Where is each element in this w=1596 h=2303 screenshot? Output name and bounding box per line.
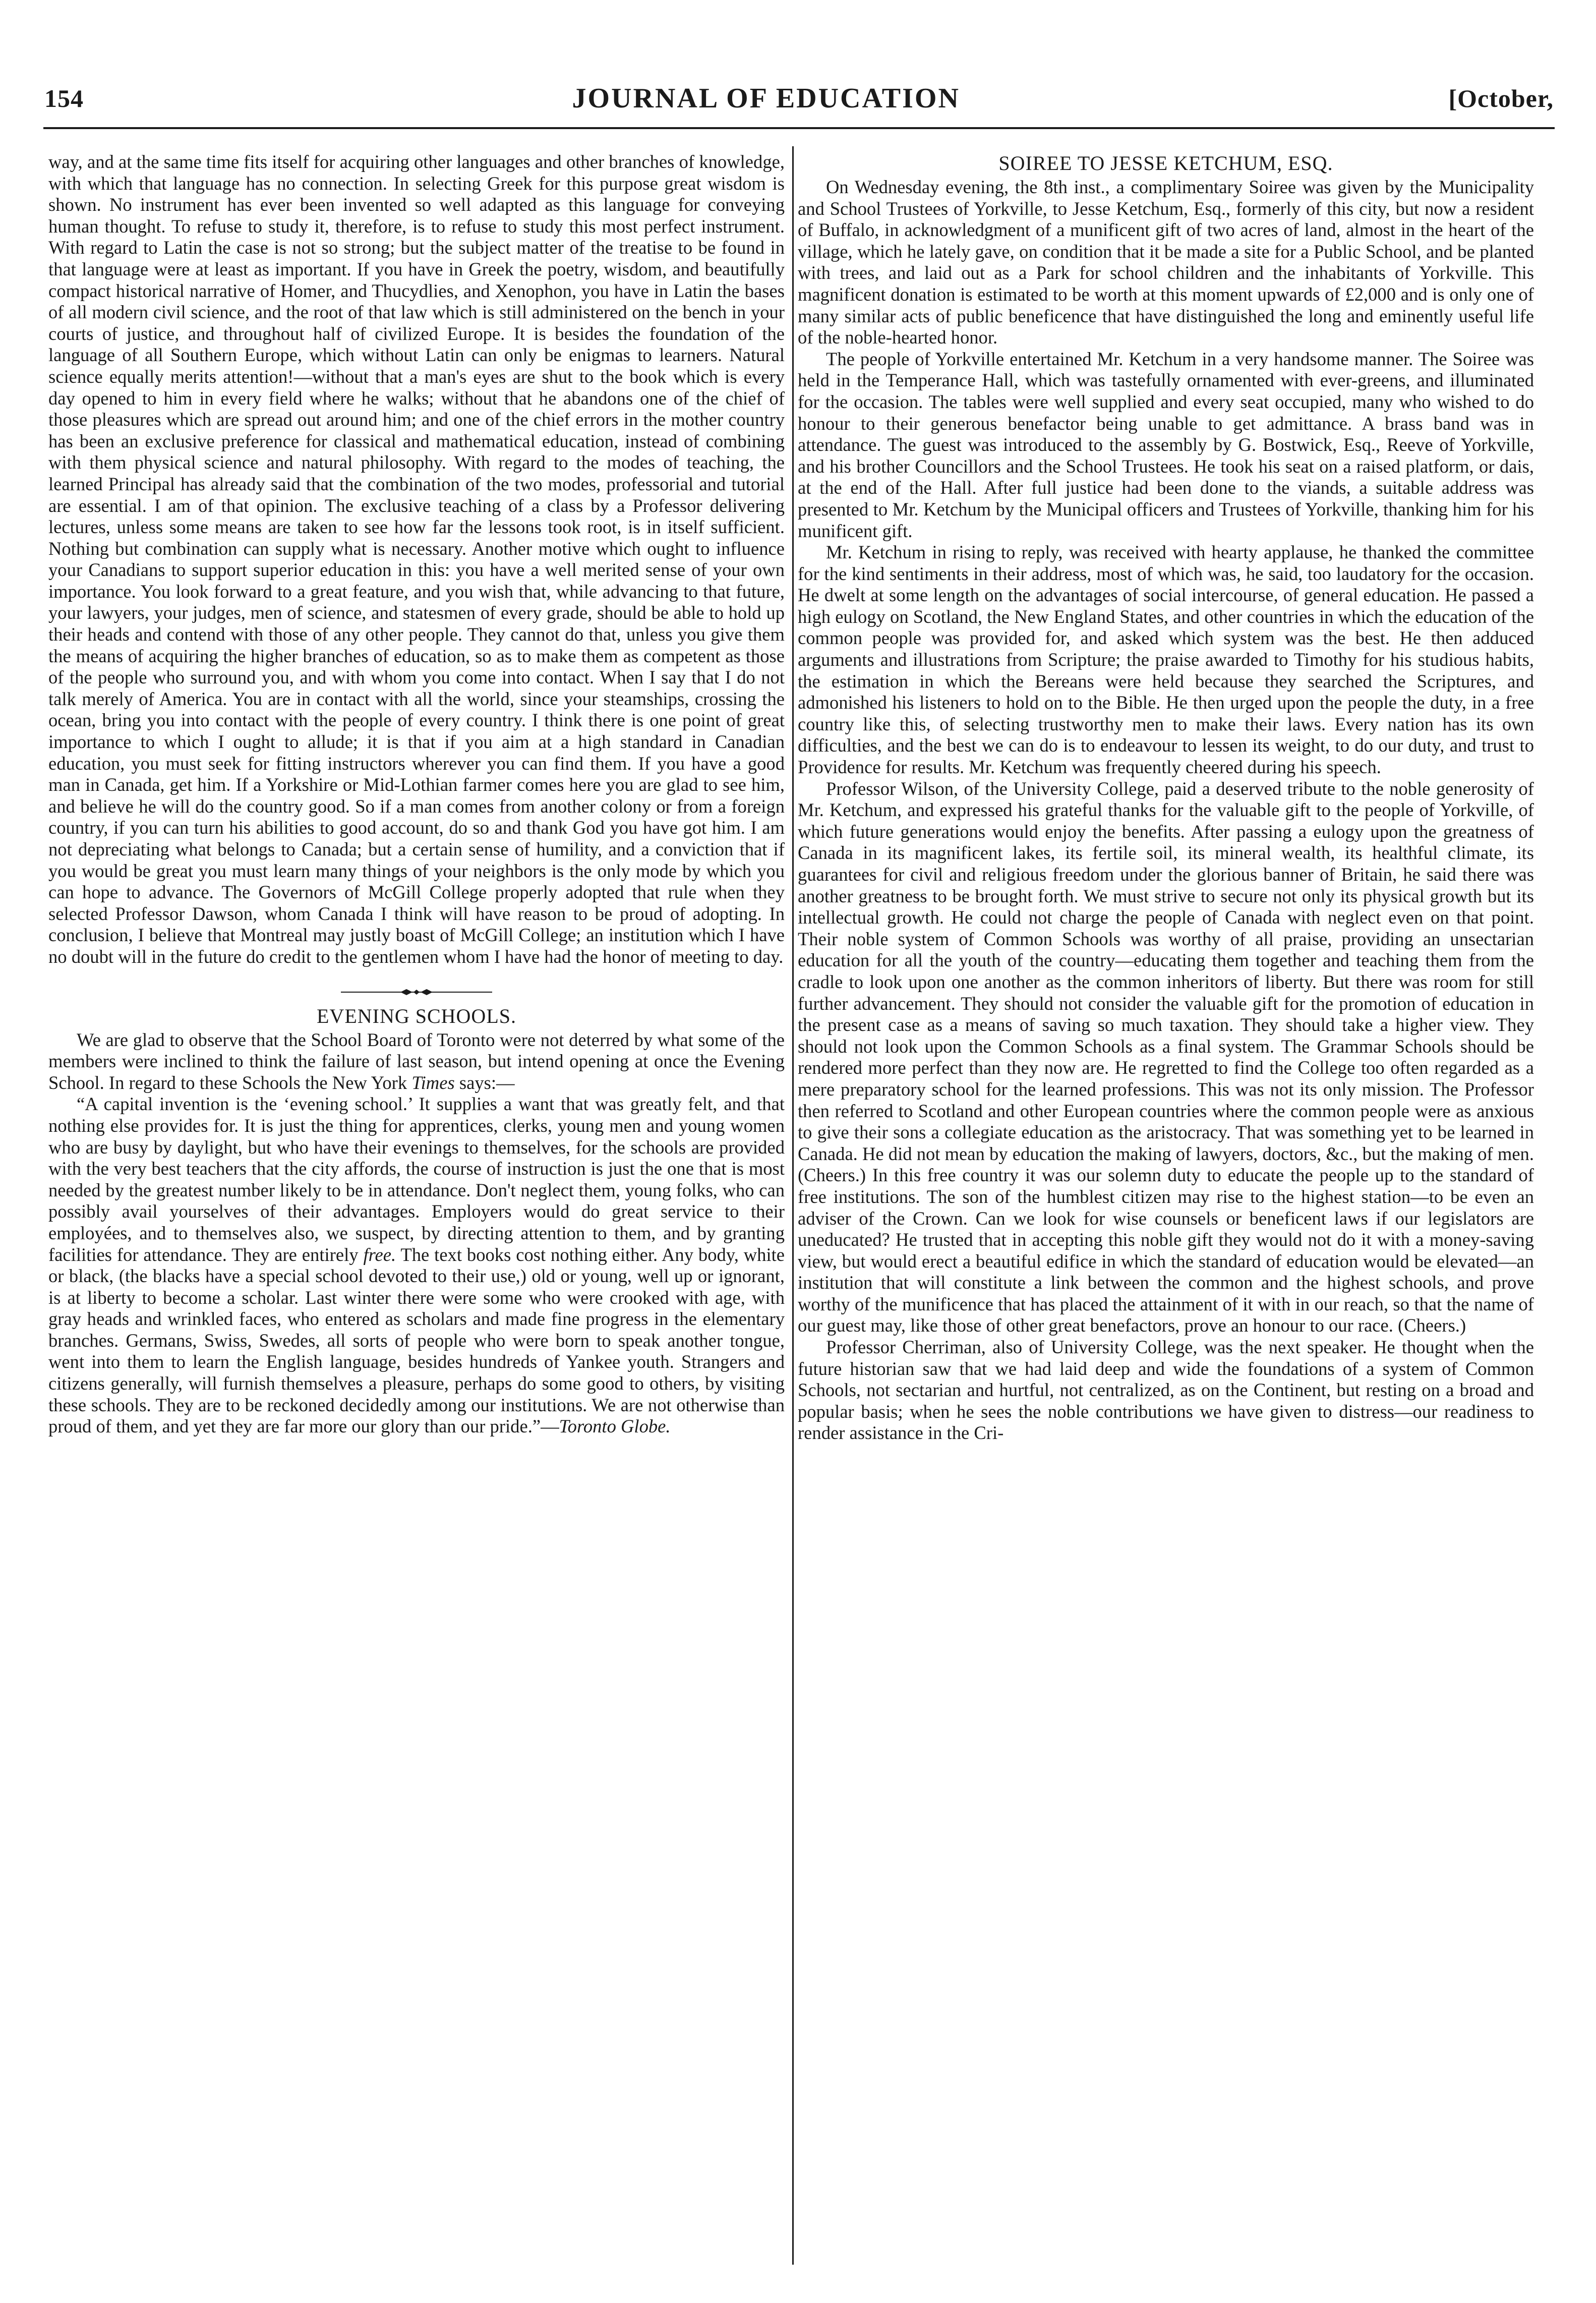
soiree-paragraph: On Wednesday evening, the 8th inst., a complimentary Soiree was given by the Municipality and School Trustees of Yorkville, to Jesse Ketchum, Esq., formerly of this city, but now a resident of Buffalo, in acknowledgment of a munificent gift of two acres of land, almost in the heart of the village, which he lately gave, on condition that it be made a site for a Public School, and be planted with trees, and laid out as a Park for school children and the inhabitants of Yorkville. This magnificent donation is estimated to be worth at this moment upwards of £2,000 and is only one of many similar acts of public beneficence that have distinguished the long and eminently useful life of the noble-hearted honor. (798, 177, 1534, 348)
header-rule (43, 127, 1555, 129)
quote-part-2: The text books cost nothing either. Any body, white or black, (the blacks have a special school devoted to their use,) old or young, well up or ignorant, is at liberty to become a scholar. Last winter there were some who were crooked with age, with gray heads and wrinkled faces, who entered as scholars and made fine progress in the elementary branches. Germans, Swiss, Swedes, all sorts of people who were born to speak another tongue, went into them to learn the English language, besides hundreds of Yankee youth. Strangers and citizens generally, will furnish themselves a pleasure, perhaps do some good to others, by visiting these schools. They are to be reckoned decidedly among our institutions. We are not otherwise than proud of them, and yet they are far more our glory than our pride.”— (48, 1244, 785, 1437)
left-column (48, 151, 785, 1437)
evening-schools-heading: EVENING SCHOOLS. (317, 1004, 516, 1027)
column-divider (792, 146, 794, 2265)
right-column (798, 151, 1534, 1444)
soiree-paragraph: The people of Yorkville entertained Mr. Ketchum in a very handsome manner. The Soiree was held in the Temperance Hall, which was tastefully ornamented with ever-greens, and illuminated for the occasion. The tables were well supplied and every seat occupied, many who wished to do honour to their generous benefactor being unable to get admittance. A brass band was in attendance. The guest was introduced to the assembly by G. Bostwick, Esq., Reeve of Yorkville, and his brother Councillors and the School Trustees. He took his seat on a raised platform, or dais, at the end of the Hall. After full justice had been done to the viands, a suitable address was presented to Mr. Ketchum by the Municipal officers and Trustees of Yorkville, thanking him for his munificent gift. (798, 348, 1534, 541)
soiree-paragraph: Mr. Ketchum in rising to reply, was received with hearty applause, he thanked the committee for the kind sentiments in their address, most of which was, he said, too laudatory for the occasion. He dwelt at some length on the advantages of social intercourse, of general education. He passed a high eulogy on Scotland, the New England States, and other countries in which the education of the common people was provided for, and asked which system was the best. He then adduced arguments and illustrations from Scripture; the praise awarded to Timothy for his studious habits, the estimation in which the Bereans were held because they searched the Scriptures, and admonished his listeners to hold on to the Bible. He then urged upon the people the duty, in a free country like this, of selecting trustworthy men to make their laws. Every nation has its own difficulties, and the best we can do is to endeavour to lessen its weight, to do our duty, and trust to Providence for results. Mr. Ketchum was frequently cheered during his speech. (798, 542, 1534, 778)
quote-part-1: “A capital invention is the ‘evening school.’ It supplies a want that was greatly felt, and that nothing else provides for. It is just the thing for apprentices, clerks, young men and young women who are busy by daylight, but who have their evenings to themselves, for the schools are provided with the very best teachers that the city affords, the course of instruction is just the one that is most needed by the greatest number likely to be in attendance. Don't neglect them, young folks, who can possibly avail yourselves of their advantages. Employers would do great service to their employées, and to themselves also, we suspect, by directing attention to them, and by granting facilities for attendance. They are entirely (48, 1093, 785, 1265)
soiree-paragraph: Professor Cherriman, also of University College, was the next speaker. He thought when the future historian saw that we had laid deep and wide the foundations of a system of Common Schools, not sectarian and hurtful, not centralized, as on the Continent, but resting on a broad and popular basis; when he sees the noble contributions we have given to distress—our readiness to render assistance in the Cri- (798, 1337, 1534, 1444)
journal-title: JOURNAL OF EDUCATION (572, 83, 960, 114)
intro-tail: says:— (459, 1072, 515, 1093)
running-head (44, 76, 1554, 121)
continued-paragraph: way, and at the same time fits itself for acquiring other languages and other branches of knowledge, with which that language has no connection. In selecting Greek for this purpose great wisdom is shown. No instrument has ever been invented so well adapted as this language for conveying human thought. To refuse to study it, therefore, is to refuse to study this most perfect instrument. With regard to Latin the case is not so strong; but the subject matter of the treatise to be found in that language were at least as important. If you have in Greek the poetry, wisdom, and beautifully compact historical narrative of Homer, and Thucydlies, and Xenophon, you have in Latin the bases of all modern civil science, and the root of that law which is still administered on the bench in your courts of justice, and throughout half of civilized Europe. It is besides the foundation of the language of all Southern Europe, which without Latin can only be enigmas to learners. Natural science equally merits attention!—without that a man's eyes are shut to the book which is every day opened to him in every field where he walks; without that he abandons one of the chief of those pleasures which are spread out around him; and one of the chief errors in the mother country has been an exclusive preference for classical and mathematical education, instead of combining with them physical science and natural philosophy. With regard to the modes of teaching, the learned Principal has already said that the combination of the two modes, professorial and tutorial are essential. I am of that opinion. The exclusive teaching of a class by a Professor delivering lectures, unless some means are taken to see how far the lessons took root, is in itself sufficient. Nothing but combination can supply what is necessary. Another motive which ought to influence your Canadians to support superior education in this: you have a well merited sense of your own importance. You look forward to a great feature, and you wish that, while advancing to that future, your lawyers, your judges, men of science, and statesmen of every grade, should be able to hold up their heads and contend with those of any other people. They cannot do that, unless you give them the means of acquiring the higher branches of education, so as to make them as competent as those of the people who surround you, and with whom you come into contact. When I say that I do not talk merely of America. You are in contact with all the world, since your steamships, crossing the ocean, bring you into contact with the people of every country. I think there is one point of great importance to which I ought to allude; it is that if you aim at a high standard in Canadian education, you must seek for fitting instructors wherever you can find them. If you have a good man in Canada, get him. If a Yorkshire or Mid-Lothian farmer comes here you are glad to see him, and believe he will do the country good. So if a man comes from another colony or from a foreign country, if you can turn his abilities to good account, do so and thank God you have got him. I am not depreciating what belongs to Canada; but a certain sense of humility, and a conviction that if you would be great you must learn many things of your neighbors is the only mode by which you can hope to advance. The Governors of McGill College properly adopted that rule when they selected Professor Dawson, whom Canada I think will have reason to be proud of adopting. In conclusion, I believe that Montreal may justly boast of McGill College; an institution which I have no doubt will in the future do credit to the gentlemen whom I have had the honor of meeting to day. (48, 151, 785, 967)
times-italic: Times (411, 1072, 455, 1093)
quote-source: Toronto Globe. (559, 1416, 671, 1437)
section-divider-ornament (341, 988, 492, 996)
free-italic: free. (363, 1244, 396, 1265)
soiree-heading: SOIREE TO JESSE KETCHUM, ESQ. (998, 152, 1333, 175)
intro-text: We are glad to observe that the School Board of Toronto were not deterred by what some of the members were inclined to think the failure of last season, but intend opening at once the Evening School. In regard to these Schools the New York (48, 1029, 785, 1093)
page-number: 154 (44, 84, 84, 112)
evening-schools-quote (48, 1093, 785, 1437)
evening-schools-intro (48, 1029, 785, 1094)
soiree-paragraph: Professor Wilson, of the University College, paid a deserved tribute to the noble generosity of Mr. Ketchum, and expressed his grateful thanks for the valuable gift to the people of Yorkville, of which future generations would enjoy the benefits. After passing a eulogy upon the greatness of Canada in its magnificent lakes, its fertile soil, its mineral wealth, its healthful climate, its guarantees for civil and religious freedom under the glorious banner of Britain, he said there was another greatness to be brought forth. We must strive to secure not only its physical growth but its intellectual growth. He could not charge the people of Canada with neglect even on that point. Their noble system of Common Schools was worthy of all praise, providing an unsectarian education for all the youth of the country—educating them together and teaching them from the cradle to look upon one another as the common inheritors of liberty. But there was room for still further advancement. They should not consider the valuable gift for the promotion of education in the present case as a means of saving so much taxation. They should take a higher view. They should not look upon the Common Schools as a final system. The Grammar Schools should be rendered more perfect than they now are. He regretted to find the College too often regarded as a mere preparatory school for the learned professions. This was not its only mission. The Professor then referred to Scotland and other European countries where the common people were as anxious to give their sons a collegiate education as the aristocracy. That was something yet to be learned in Canada. He did not mean by education the making of lawyers, doctors, &c., but the making of men. (Cheers.) In this free country it was our solemn duty to educate the people up to the standard of free institutions. The son of the humblest citizen may rise to the highest station—to be even an adviser of the Crown. Can we look for wise counsels or beneficent laws if our legislators are uneducated? He trusted that in accepting this noble gift they would not do it with a money-saving view, but would erect a beautiful edifice in which the standard of education would be elevated—an institution that will constitute a link between the common and the highest schools, and prove worthy of the munificence that has placed the attainment of it with in our reach, so that the name of our guest may, like those of other great benefactors, prove an honour to our race. (Cheers.) (798, 778, 1534, 1336)
issue-month: [October, (1448, 84, 1554, 112)
